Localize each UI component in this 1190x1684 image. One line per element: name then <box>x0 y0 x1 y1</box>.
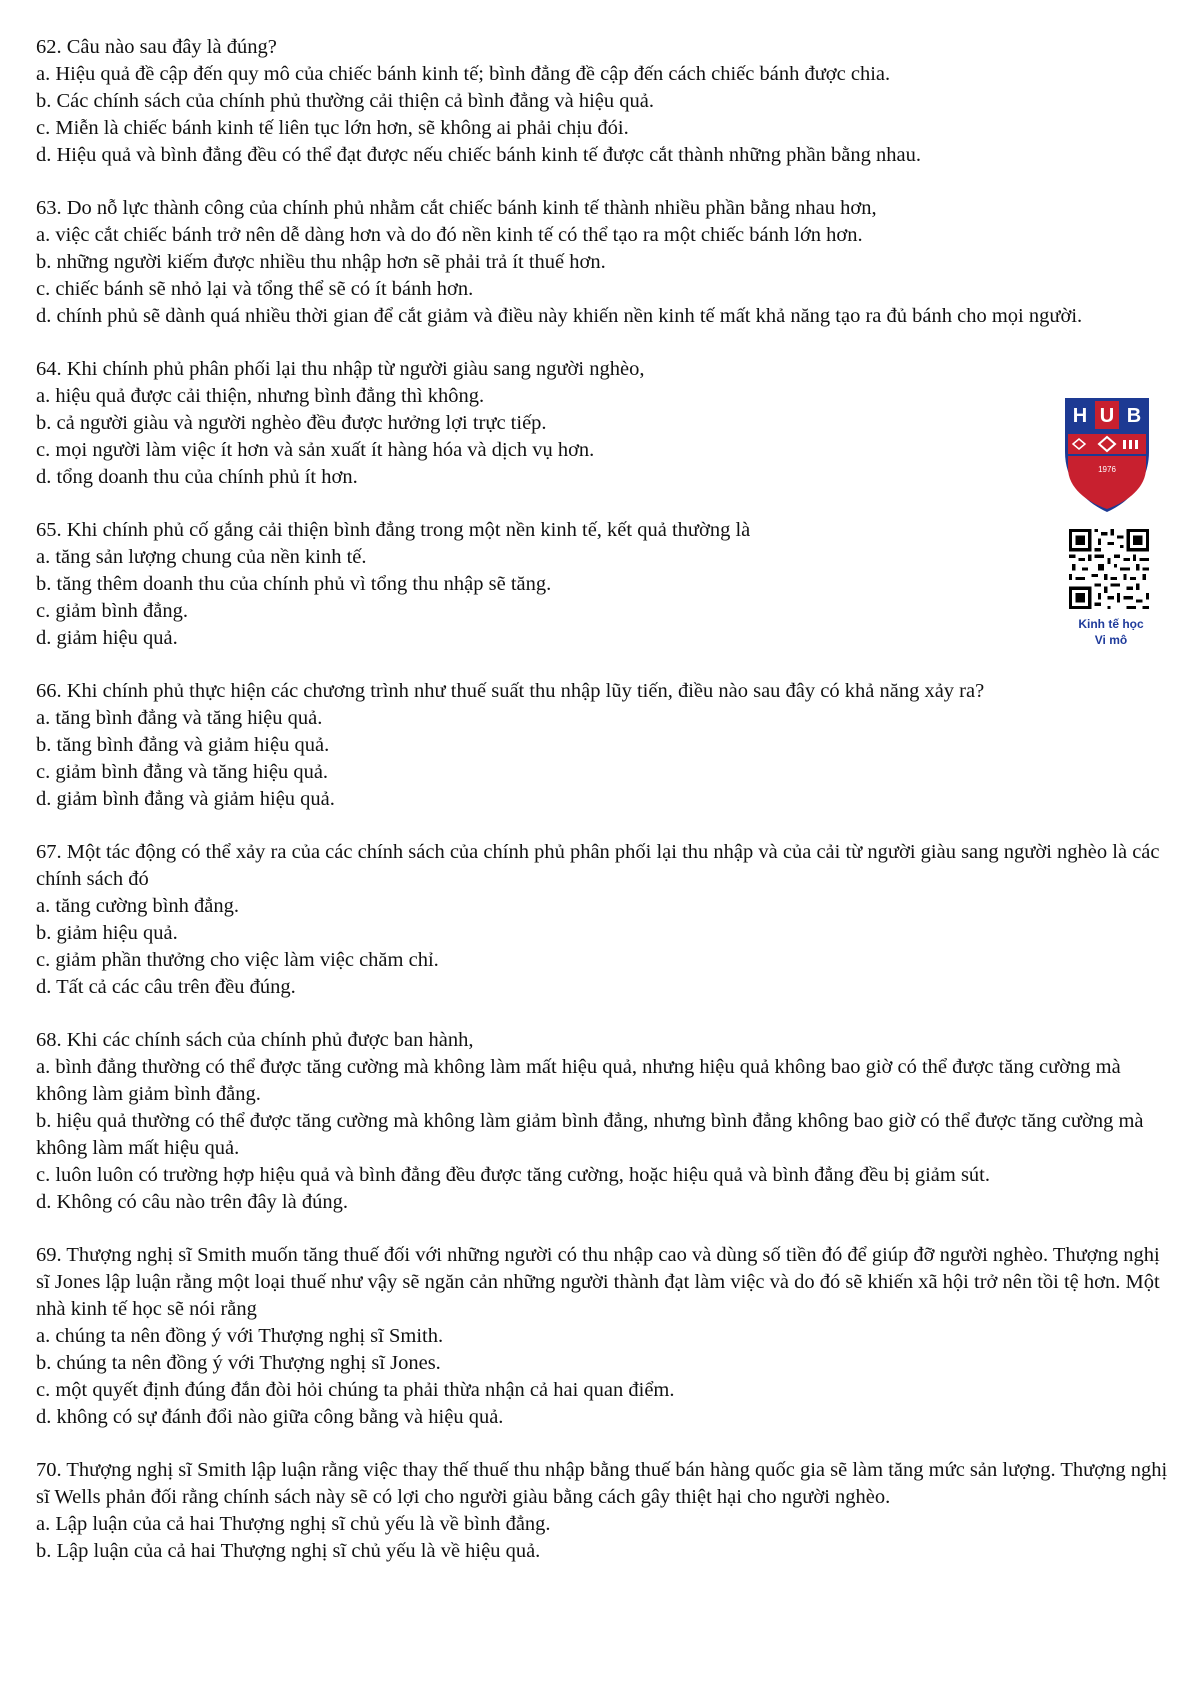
option-a: a. tăng cường bình đẳng. <box>36 895 239 917</box>
option-b: b. tăng thêm doanh thu của chính phủ vì tổng thu nhập sẽ tăng. <box>36 573 552 595</box>
question-64 <box>36 356 1171 491</box>
option-b: b. những người kiếm được nhiều thu nhập hơn sẽ phải trả ít thuế hơn. <box>36 251 606 273</box>
option-b: b. giảm hiệu quả. <box>36 922 178 944</box>
question-68 <box>36 1027 1171 1216</box>
course-title: Kinh tế học <box>1078 617 1144 631</box>
option-d: d. tổng doanh thu của chính phủ ít hơn. <box>36 466 358 488</box>
question-stem: 67. Một tác động có thể xảy ra của các chính sách của chính phủ phân phối lại thu nhập và của cải từ người giàu sang người nghèo là các chính sách đó <box>36 841 1160 890</box>
option-d: d. giảm bình đẳng và giảm hiệu quả. <box>36 788 335 810</box>
question-stem: 63. Do nỗ lực thành công của chính phủ nhằm cắt chiếc bánh kinh tế thành nhiều phần bằng nhau hơn, <box>36 197 877 219</box>
qr-code-icon <box>1069 529 1149 609</box>
option-c: c. giảm bình đẳng. <box>36 600 189 622</box>
option-a: a. Lập luận của cả hai Thượng nghị sĩ chủ yếu là về bình đẳng. <box>36 1513 551 1535</box>
option-b: b. tăng bình đẳng và giảm hiệu quả. <box>36 734 330 756</box>
logo-letter-b: B <box>1126 405 1142 427</box>
logo-letter-h: H <box>1072 405 1088 427</box>
question-63 <box>36 195 1171 330</box>
question-65 <box>36 517 1171 652</box>
logo-letter-u: U <box>1099 405 1115 427</box>
option-a: a. tăng bình đẳng và tăng hiệu quả. <box>36 707 323 729</box>
option-b: b. cả người giàu và người nghèo đều được hưởng lợi trực tiếp. <box>36 412 547 434</box>
question-62 <box>36 34 1171 169</box>
question-stem: 62. Câu nào sau đây là đúng? <box>36 36 277 58</box>
question-70 <box>36 1457 1171 1565</box>
option-c: c. Miễn là chiếc bánh kinh tế liên tục lớn hơn, sẽ không ai phải chịu đói. <box>36 117 629 139</box>
option-b: b. Lập luận của cả hai Thượng nghị sĩ chủ yếu là về hiệu quả. <box>36 1540 541 1562</box>
question-stem: 65. Khi chính phủ cố gắng cải thiện bình đẳng trong một nền kinh tế, kết quả thường là <box>36 519 751 541</box>
question-67 <box>36 839 1171 1001</box>
option-b: b. Các chính sách của chính phủ thường cải thiện cả bình đẳng và hiệu quả. <box>36 90 654 112</box>
logo-year: 1976 <box>1098 465 1116 474</box>
option-a: a. Hiệu quả đề cập đến quy mô của chiếc bánh kinh tế; bình đẳng đề cập đến cách chiếc bánh được chia. <box>36 63 891 85</box>
option-d: d. chính phủ sẽ dành quá nhiều thời gian để cắt giảm và điều này khiến nền kinh tế mất khả năng tạo ra đủ bánh cho mọi người. <box>36 305 1083 327</box>
option-d: d. không có sự đánh đổi nào giữa công bằng và hiệu quả. <box>36 1406 504 1428</box>
option-b: b. chúng ta nên đồng ý với Thượng nghị sĩ Jones. <box>36 1352 441 1374</box>
option-d: d. Tất cả các câu trên đều đúng. <box>36 976 296 998</box>
option-a: a. hiệu quả được cải thiện, nhưng bình đẳng thì không. <box>36 385 485 407</box>
question-stem: 64. Khi chính phủ phân phối lại thu nhập từ người giàu sang người nghèo, <box>36 358 645 380</box>
question-stem: 70. Thượng nghị sĩ Smith lập luận rằng việc thay thế thuế thu nhập bằng thuế bán hàng quốc gia sẽ làm tăng mức sản lượng. Thượng nghị sĩ Wells phản đối rằng chính sách này sẽ có lợi cho người giàu bằng cách gây thiệt hại cho người nghèo. <box>36 1459 1168 1508</box>
option-b: b. hiệu quả thường có thể được tăng cường mà không làm giảm bình đẳng, nhưng bình đẳng không bao giờ có thể được tăng cường mà không làm mất hiệu quả. <box>36 1110 1144 1159</box>
hub-logo-icon <box>1059 390 1155 515</box>
option-d: d. giảm hiệu quả. <box>36 627 178 649</box>
question-list <box>36 34 1171 1591</box>
option-c: c. luôn luôn có trường hợp hiệu quả và bình đẳng đều được tăng cường, hoặc hiệu quả và bình đẳng đều bị giảm sút. <box>36 1164 991 1186</box>
option-a: a. tăng sản lượng chung của nền kinh tế. <box>36 546 367 568</box>
question-66 <box>36 678 1171 813</box>
option-d: d. Không có câu nào trên đây là đúng. <box>36 1191 348 1213</box>
question-stem: 68. Khi các chính sách của chính phủ được ban hành, <box>36 1029 474 1051</box>
question-stem: 66. Khi chính phủ thực hiện các chương trình như thuế suất thu nhập lũy tiến, điều nào sau đây có khả năng xảy ra? <box>36 680 985 702</box>
option-c: c. chiếc bánh sẽ nhỏ lại và tổng thể sẽ có ít bánh hơn. <box>36 278 474 300</box>
option-c: c. mọi người làm việc ít hơn và sản xuất ít hàng hóa và dịch vụ hơn. <box>36 439 595 461</box>
option-a: a. chúng ta nên đồng ý với Thượng nghị sĩ Smith. <box>36 1325 444 1347</box>
option-a: a. bình đẳng thường có thể được tăng cường mà không làm mất hiệu quả, nhưng hiệu quả không bao giờ có thể được tăng cường mà không làm giảm bình đẳng. <box>36 1056 1121 1105</box>
option-a: a. việc cắt chiếc bánh trở nên dễ dàng hơn và do đó nền kinh tế có thể tạo ra một chiếc bánh lớn hơn. <box>36 224 863 246</box>
question-stem: 69. Thượng nghị sĩ Smith muốn tăng thuế đối với những người có thu nhập cao và dùng số tiền đó để giúp đỡ người nghèo. Thượng nghị sĩ Jones lập luận rằng một loại thuế như vậy sẽ ngăn cản những người thành đạt làm việc và do đó sẽ khiến xã hội trở nên tồi tệ hơn. Một nhà kinh tế học sẽ nói rằng <box>36 1244 1160 1320</box>
option-c: c. một quyết định đúng đắn đòi hỏi chúng ta phải thừa nhận cả hai quan điểm. <box>36 1379 675 1401</box>
question-69 <box>36 1242 1171 1431</box>
course-subtitle: Vi mô <box>1094 633 1128 647</box>
option-d: d. Hiệu quả và bình đẳng đều có thể đạt được nếu chiếc bánh kinh tế được cắt thành những phần bằng nhau. <box>36 144 922 166</box>
option-c: c. giảm phần thưởng cho việc làm việc chăm chỉ. <box>36 949 439 971</box>
option-c: c. giảm bình đẳng và tăng hiệu quả. <box>36 761 329 783</box>
